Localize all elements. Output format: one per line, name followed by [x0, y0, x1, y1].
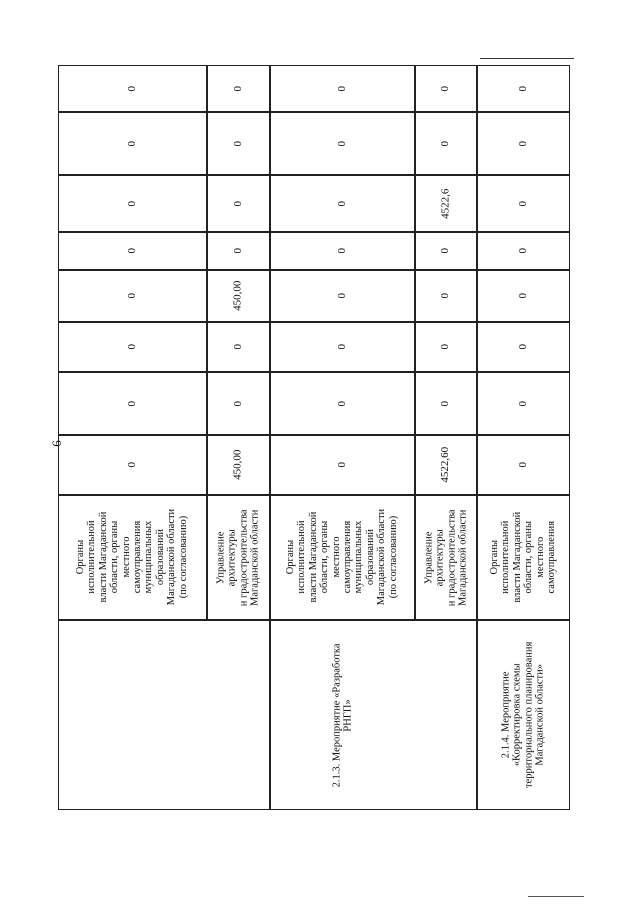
- value-cell-text: 4522,60: [439, 447, 452, 483]
- value-cell: [270, 435, 415, 495]
- value-cell-text: 0: [335, 140, 348, 147]
- value-cell-text: 0: [125, 85, 138, 92]
- value-cell-text: 450,00: [231, 449, 244, 481]
- value-cell-text: 0: [231, 140, 244, 147]
- section-cell-text: 2.1.3. Мероприятие «Разработка РНГП»: [331, 643, 354, 787]
- value-cell: [477, 175, 570, 232]
- value-cell: [207, 435, 270, 495]
- value-cell: [415, 65, 477, 112]
- value-cell-text: 0: [516, 200, 529, 207]
- value-cell: [58, 175, 207, 232]
- section-cell: [270, 620, 415, 810]
- value-cell: [477, 372, 570, 435]
- value-cell-text: 0: [516, 344, 529, 350]
- value-cell-text: 0: [335, 400, 348, 407]
- value-cell-text: 0: [335, 293, 348, 299]
- value-cell-text: 0: [439, 140, 452, 147]
- value-cell-text: 0: [335, 200, 348, 207]
- value-cell-text: 0: [439, 400, 452, 407]
- merge-cover: [206, 621, 208, 809]
- value-cell: [58, 372, 207, 435]
- value-cell-text: 0: [125, 344, 138, 350]
- value-cell: [207, 322, 270, 372]
- value-cell-text: 0: [125, 293, 138, 299]
- value-cell-text: 0: [335, 248, 348, 254]
- value-cell-text: 0: [516, 293, 529, 299]
- value-cell: [270, 175, 415, 232]
- value-cell: [207, 175, 270, 232]
- value-cell: [270, 270, 415, 322]
- value-cell: [58, 322, 207, 372]
- value-cell-text: 0: [439, 248, 452, 254]
- value-cell: [207, 232, 270, 270]
- section-cell-text: 2.1.4. Мероприятие «Корректировка схемы территориального планирования Магаданской области»: [500, 641, 546, 789]
- value-cell-text: 0: [125, 140, 138, 147]
- section-cell: [415, 620, 477, 810]
- value-cell: [477, 232, 570, 270]
- value-cell: [207, 112, 270, 175]
- value-cell: [270, 372, 415, 435]
- value-cell-text: 0: [335, 462, 348, 468]
- value-cell-text: 0: [125, 462, 138, 468]
- value-cell: [415, 372, 477, 435]
- value-cell-text: 0: [516, 462, 529, 468]
- value-cell-text: 0: [231, 400, 244, 407]
- value-cell-text: 0: [231, 200, 244, 207]
- executor-cell: [58, 495, 207, 620]
- value-cell-text: 0: [439, 85, 452, 92]
- value-cell-text: 0: [231, 344, 244, 350]
- executor-cell-text: Органы исполнительной власти Магаданской области, органы местного самоуправления муниципальных образований Магаданской области (по согласованию): [75, 509, 190, 606]
- value-cell: [477, 112, 570, 175]
- executor-cell: [270, 495, 415, 620]
- value-cell-text: 0: [231, 248, 244, 254]
- value-cell-text: 0: [125, 400, 138, 407]
- value-cell: [415, 270, 477, 322]
- value-cell: [477, 270, 570, 322]
- value-cell-text: 4522,6: [439, 188, 452, 219]
- value-cell-text: 0: [439, 344, 452, 350]
- value-cell: [207, 372, 270, 435]
- value-cell: [477, 435, 570, 495]
- value-cell-text: 0: [335, 344, 348, 350]
- value-cell-text: 0: [516, 400, 529, 407]
- value-cell-text: 0: [439, 293, 452, 299]
- value-cell: [207, 65, 270, 112]
- section-cell: [207, 620, 270, 810]
- value-cell: [477, 322, 570, 372]
- executor-cell: [477, 495, 570, 620]
- value-cell-text: 0: [516, 85, 529, 92]
- value-cell: [415, 175, 477, 232]
- value-cell: [270, 65, 415, 112]
- value-cell-text: 0: [125, 200, 138, 207]
- executor-cell: [207, 495, 270, 620]
- value-cell: [415, 112, 477, 175]
- executor-cell-text: Управление архитектуры и градостроительства Магаданской области: [215, 509, 261, 606]
- merge-cover: [414, 621, 416, 809]
- value-cell-text: 0: [231, 85, 244, 92]
- value-cell-text: 0: [516, 248, 529, 254]
- value-cell: [270, 232, 415, 270]
- executor-cell-text: Управление архитектуры и градостроительства Магаданской области: [423, 509, 469, 606]
- value-cell: [270, 112, 415, 175]
- value-cell: [58, 65, 207, 112]
- section-cell: [58, 620, 207, 810]
- value-cell: [58, 435, 207, 495]
- value-cell: [415, 322, 477, 372]
- section-cell: [477, 620, 570, 810]
- value-cell: [415, 232, 477, 270]
- value-cell: [415, 435, 477, 495]
- value-cell: [270, 322, 415, 372]
- value-cell: [477, 65, 570, 112]
- page-number: 6: [48, 440, 64, 447]
- executor-cell-text: Органы исполнительной власти Магаданской области, органы местного самоуправления муниципальных образований Магаданской области (по согласованию): [285, 509, 400, 606]
- header-rule: [480, 58, 574, 59]
- value-cell-text: 0: [125, 248, 138, 254]
- value-cell: [58, 112, 207, 175]
- value-cell-text: 450,00: [231, 280, 244, 312]
- executor-cell-text: Органы исполнительной власти Магаданской области, органы местного самоуправления: [489, 512, 558, 603]
- value-cell-text: 0: [516, 140, 529, 147]
- value-cell: [207, 270, 270, 322]
- footer-rule: [528, 896, 584, 897]
- executor-cell: [415, 495, 477, 620]
- value-cell: [58, 270, 207, 322]
- value-cell: [58, 232, 207, 270]
- value-cell-text: 0: [335, 85, 348, 92]
